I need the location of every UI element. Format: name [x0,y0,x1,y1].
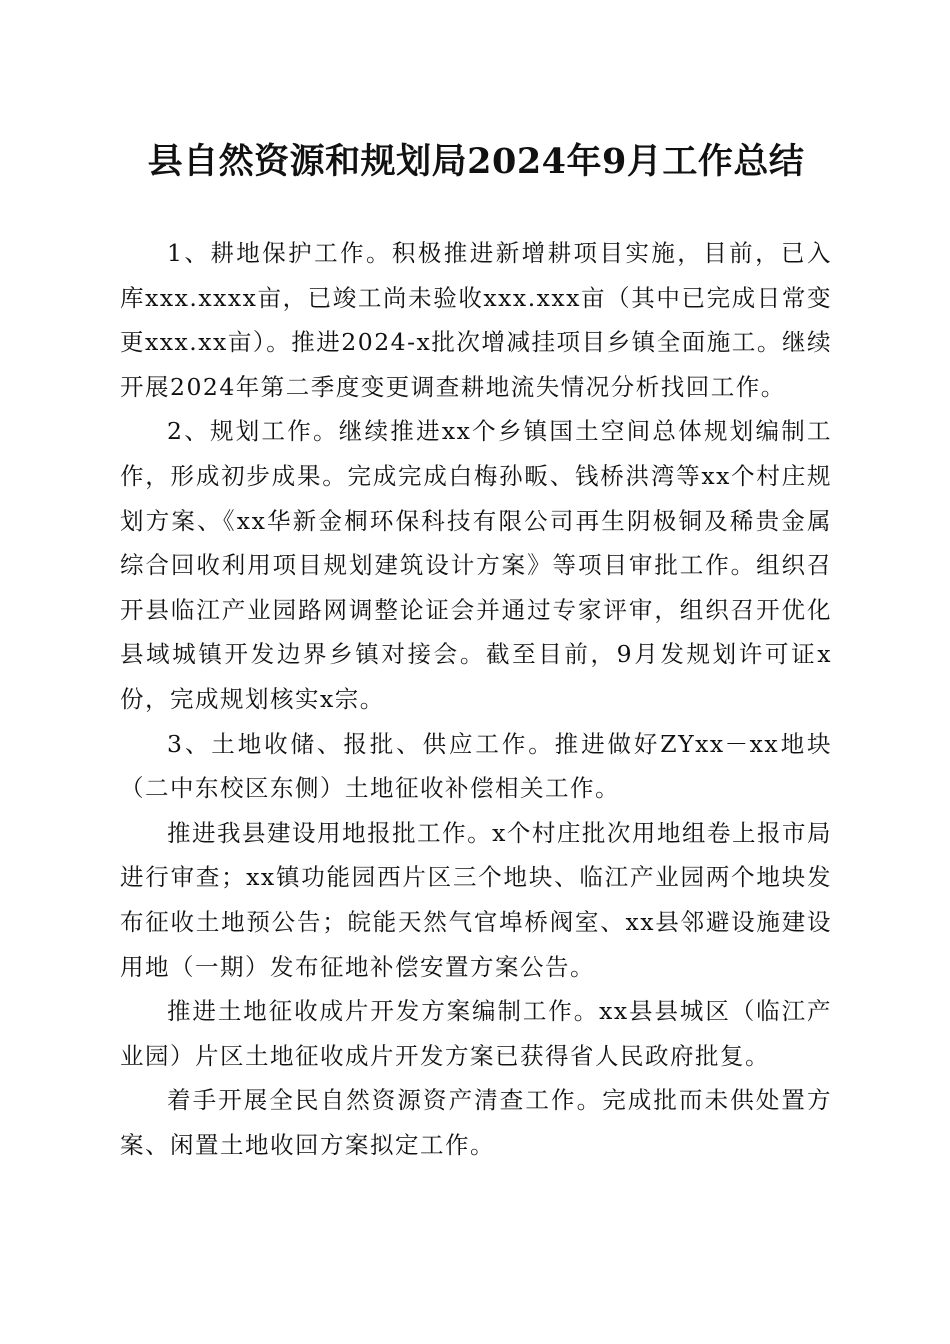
paragraph-planning-work: 2、规划工作。继续推进xx个乡镇国土空间总体规划编制工作，形成初步成果。完成完成白梅孙畈、钱桥洪湾等xx个村庄规划方案、《xx华新金桐环保科技有限公司再生阴极铜及稀贵金属综合回收利用项目规划建筑设计方案》等项目审批工作。组织召开县临江产业园路网调整论证会并通过专家评审，组织召开优化县域城镇开发边界乡镇对接会。截至目前，9月发规划许可证x份，完成规划核实x宗。 [120,417,832,713]
paragraph-resource-inventory: 着手开展全民自然资源资产清查工作。完成批而未供处置方案、闲置土地收回方案拟定工作。 [120,1086,832,1159]
paragraph-land-expropriation-plan: 推进土地征收成片开发方案编制工作。xx县县城区（临江产业园）片区土地征收成片开发方案已获得省人民政府批复。 [120,997,832,1070]
document-title: 县自然资源和规划局2024年9月工作总结 [147,141,805,182]
paragraph-land-approval: 推进我县建设用地报批工作。x个村庄批次用地组卷上报市局进行审查；xx镇功能园西片区三个地块、临江产业园两个地块发布征收土地预公告；皖能天然气官埠桥阀室、xx县邻避设施建设用地（一期）发布征地补偿安置方案公告。 [120,818,832,981]
document-body [120,231,832,1167]
paragraph-farmland-protection: 1、耕地保护工作。积极推进新增耕项目实施，目前，已入库xxx.xxxx亩，已竣工尚未验收xxx.xxx亩（其中已完成日常变更xxx.xx亩）。推进2024-x批次增减挂项目乡镇全面施工。继续开展2024年第二季度变更调查耕地流失情况分析找回工作。 [120,239,832,401]
paragraph-land-reserve: 3、土地收储、报批、供应工作。推进做好ZYxx－xx地块（二中东校区东侧）土地征收补偿相关工作。 [120,729,832,803]
